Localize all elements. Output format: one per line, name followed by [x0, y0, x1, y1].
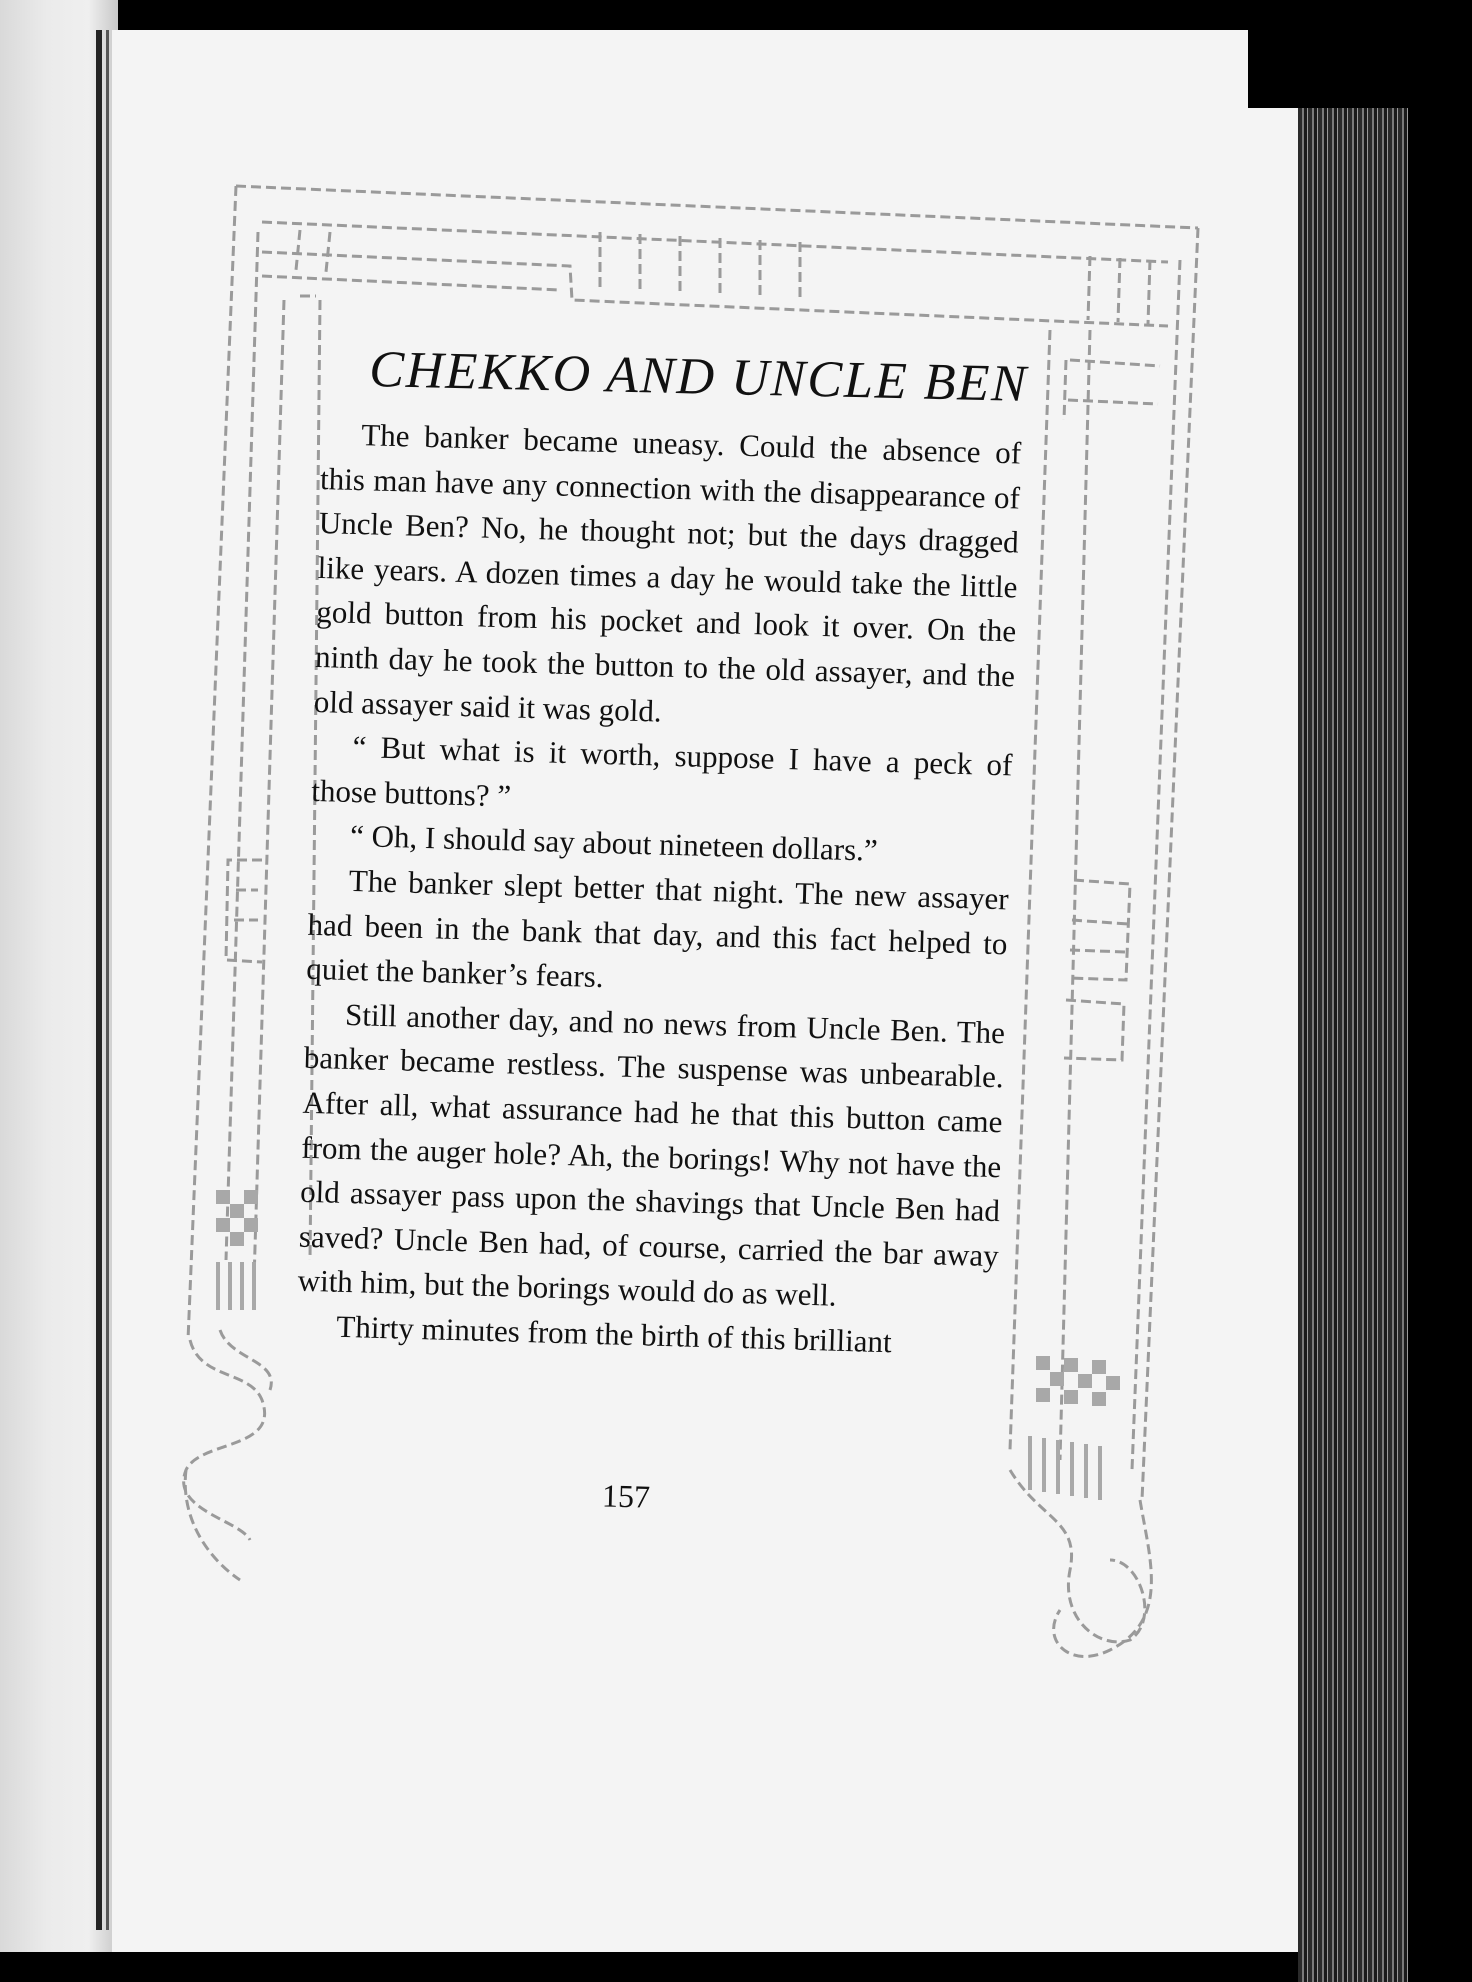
paragraph: Still another day, and no news from Uncle Ben. The banker became restless. The suspense was unbearable. After all, what assurance had he that this button came from the auger hole? Ah, the borings! Why not have the old assayer pass upon the shavings that Uncle Ben had saved? Uncle Ben had, of course, carried the bar away with him, but the borings would do as well. — [297, 996, 1006, 1313]
paragraph: Thirty minutes from the birth of this brilliant — [335, 1308, 893, 1360]
page-body-text — [296, 412, 1022, 1368]
paragraph: “ But what is it worth, suppose I have a peck of those buttons? ” — [310, 729, 1013, 814]
paragraph: The banker became uneasy. Could the absence of this man have any connection with the disappearance of Uncle Ben? No, he thought not; but the days dragged like years. A dozen times a day he would take the little gold button from his pocket and look it over. On the ninth day he took the button to the old assayer, and the old assayer said it was gold. — [313, 417, 1022, 729]
paragraph: “ Oh, I should say about nineteen dollars.” — [349, 818, 879, 869]
page-title: CHEKKO AND UNCLE BEN — [368, 340, 1029, 413]
paragraph: The banker slept better that night. The new assayer had been in the bank that day, and this fact helped to quiet the banker’s fears. — [305, 862, 1010, 995]
page-number: 157 — [601, 1477, 651, 1515]
